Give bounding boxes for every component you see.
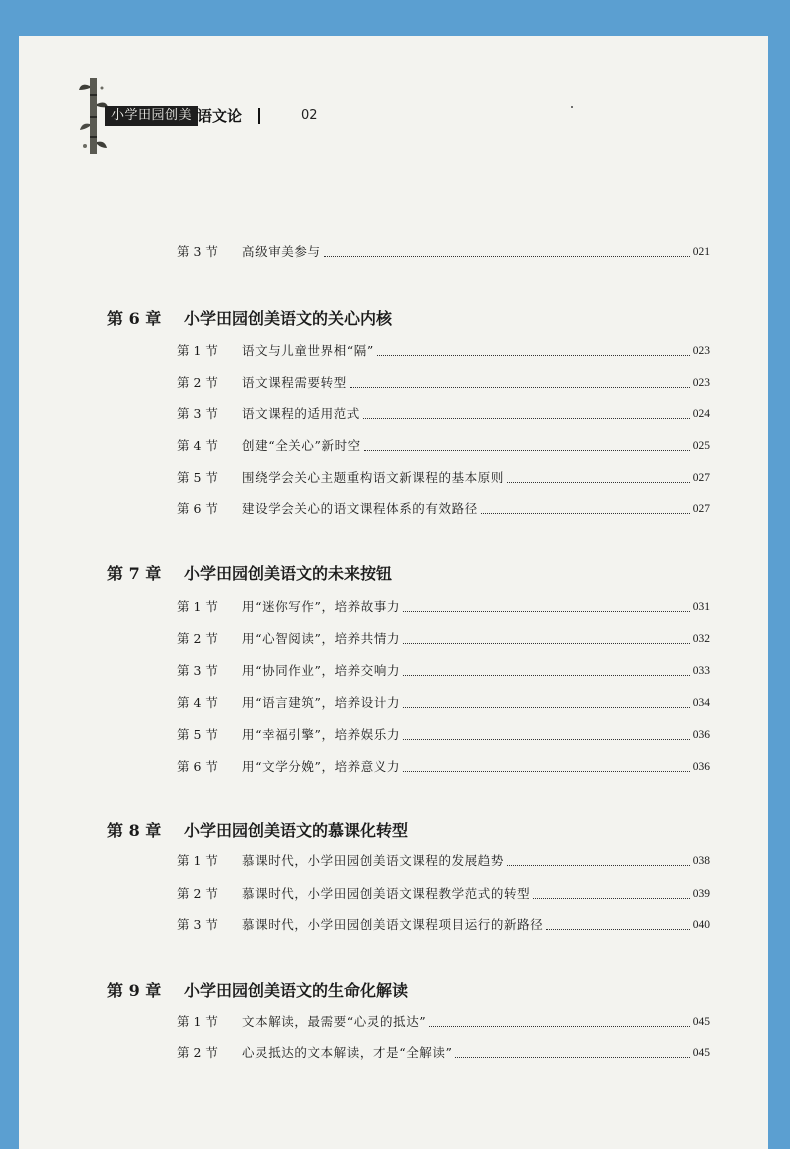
section-number: 第 2 节 — [177, 886, 218, 901]
chapter-heading[interactable] — [107, 980, 627, 1002]
chapter-title: 小学田园创美语文的生命化解读 — [184, 981, 409, 1000]
section-number: 第 5 节 — [177, 727, 218, 742]
dot-leader — [403, 675, 690, 676]
dot-leader — [363, 418, 690, 419]
chapter-heading[interactable] — [107, 563, 627, 585]
dot-leader — [403, 739, 690, 740]
chapter-title: 小学田园创美语文的慕课化转型 — [184, 821, 409, 840]
section-title: 慕课时代，小学田园创美语文课程项目运行的新路径 — [242, 917, 544, 932]
section-page: 032 — [692, 633, 710, 645]
chapter-heading[interactable] — [107, 308, 627, 330]
section-title: 建设学会关心的语文课程体系的有效路径 — [242, 501, 478, 516]
dot-leader — [403, 643, 690, 644]
section-page: 027 — [692, 503, 710, 515]
section-page: 025 — [692, 440, 710, 452]
section-number: 第 1 节 — [177, 1014, 218, 1029]
section-title: 用“文学分娩”，培养意义力 — [242, 759, 401, 774]
section-number: 第 3 节 — [177, 663, 218, 678]
dot-leader — [324, 256, 690, 257]
chapter-number: 第 9 章 — [107, 981, 162, 1000]
section-number: 第 3 节 — [177, 917, 218, 932]
section-title: 语文课程需要转型 — [242, 375, 347, 390]
dot-leader — [377, 355, 690, 356]
section-page: 039 — [692, 888, 710, 900]
section-number: 第 5 节 — [177, 470, 218, 485]
section-number: 第 1 节 — [177, 343, 218, 358]
toc-entry[interactable] — [177, 851, 710, 871]
section-page: 045 — [692, 1047, 710, 1059]
section-title: 用“语言建筑”，培养设计力 — [242, 695, 401, 710]
dot-leader — [364, 450, 690, 451]
toc-entry[interactable] — [177, 884, 710, 904]
dot-leader — [403, 611, 690, 612]
section-title: 围绕学会关心主题重构语文新课程的基本原则 — [242, 470, 505, 485]
page-number: 02 — [301, 108, 318, 123]
section-number: 第 2 节 — [177, 1045, 218, 1060]
section-page: 040 — [692, 919, 710, 931]
section-title: 高级审美参与 — [242, 244, 321, 259]
dot-leader — [429, 1026, 689, 1027]
toc-entry[interactable] — [177, 1043, 710, 1063]
section-page: 034 — [692, 697, 710, 709]
section-title: 慕课时代，小学田园创美语文课程的发展趋势 — [242, 853, 505, 868]
section-title: 用“幸福引擎”，培养娱乐力 — [242, 727, 401, 742]
section-title: 用“心智阅读”，培养共情力 — [242, 631, 401, 646]
book-title: 语文论 — [197, 107, 243, 125]
chapter-heading[interactable] — [107, 820, 627, 842]
section-number: 第 3 节 — [177, 244, 218, 259]
dot-leader — [507, 482, 690, 483]
section-title: 用“协同作业”，培养交响力 — [242, 663, 401, 678]
toc-entry[interactable] — [177, 597, 710, 617]
chapter-title: 小学田园创美语文的未来按钮 — [184, 564, 393, 583]
dot-leader — [403, 707, 690, 708]
section-number: 第 3 节 — [177, 406, 218, 421]
section-title: 语文与儿童世界相“隔” — [242, 343, 374, 358]
series-label: 小学田园创美 — [105, 106, 198, 126]
toc-entry[interactable] — [177, 661, 710, 681]
book-page — [19, 36, 768, 1149]
section-title: 文本解读，最需要“心灵的抵达” — [242, 1014, 427, 1029]
section-number: 第 4 节 — [177, 438, 218, 453]
section-page: 031 — [692, 601, 710, 613]
section-page: 045 — [692, 1016, 710, 1028]
dot-leader — [546, 929, 689, 930]
chapter-number: 第 6 章 — [107, 309, 162, 328]
toc-entry[interactable] — [177, 629, 710, 649]
section-number: 第 2 节 — [177, 375, 218, 390]
section-number: 第 6 节 — [177, 759, 218, 774]
toc-entry[interactable] — [177, 757, 710, 777]
toc-entry[interactable] — [177, 915, 710, 935]
section-page: 021 — [692, 246, 710, 258]
chapter-title: 小学田园创美语文的关心内核 — [184, 309, 393, 328]
toc-entry[interactable] — [177, 693, 710, 713]
dot-leader — [507, 865, 690, 866]
toc-entry[interactable] — [177, 468, 710, 488]
toc-entry[interactable] — [177, 341, 710, 361]
section-page: 033 — [692, 665, 710, 677]
section-page: 027 — [692, 472, 710, 484]
toc-entry[interactable] — [177, 404, 710, 424]
dot-leader — [455, 1057, 689, 1058]
section-page: 036 — [692, 761, 710, 773]
section-number: 第 1 节 — [177, 853, 218, 868]
chapter-number: 第 8 章 — [107, 821, 162, 840]
section-title: 心灵抵达的文本解读，才是“全解读” — [242, 1045, 453, 1060]
section-number: 第 6 节 — [177, 501, 218, 516]
section-page: 024 — [692, 408, 710, 420]
dot-leader — [481, 513, 690, 514]
toc-entry[interactable] — [177, 373, 710, 393]
section-title: 慕课时代，小学田园创美语文课程教学范式的转型 — [242, 886, 531, 901]
toc-entry[interactable] — [177, 436, 710, 456]
section-page: 023 — [692, 377, 710, 389]
section-number: 第 1 节 — [177, 599, 218, 614]
section-number: 第 4 节 — [177, 695, 218, 710]
section-number: 第 2 节 — [177, 631, 218, 646]
section-title: 创建“全关心”新时空 — [242, 438, 361, 453]
dot-leader — [403, 771, 690, 772]
dot-leader — [350, 387, 690, 388]
toc-entry[interactable] — [177, 499, 710, 519]
section-page: 023 — [692, 345, 710, 357]
chapter-number: 第 7 章 — [107, 564, 162, 583]
section-title: 语文课程的适用范式 — [242, 406, 360, 421]
table-of-contents — [19, 36, 768, 1149]
toc-entry[interactable] — [177, 242, 710, 262]
toc-entry[interactable] — [177, 1012, 710, 1032]
toc-entry[interactable] — [177, 725, 710, 745]
section-title: 用“迷你写作”，培养故事力 — [242, 599, 401, 614]
section-page: 036 — [692, 729, 710, 741]
dot-leader — [533, 898, 690, 899]
section-page: 038 — [692, 855, 710, 867]
